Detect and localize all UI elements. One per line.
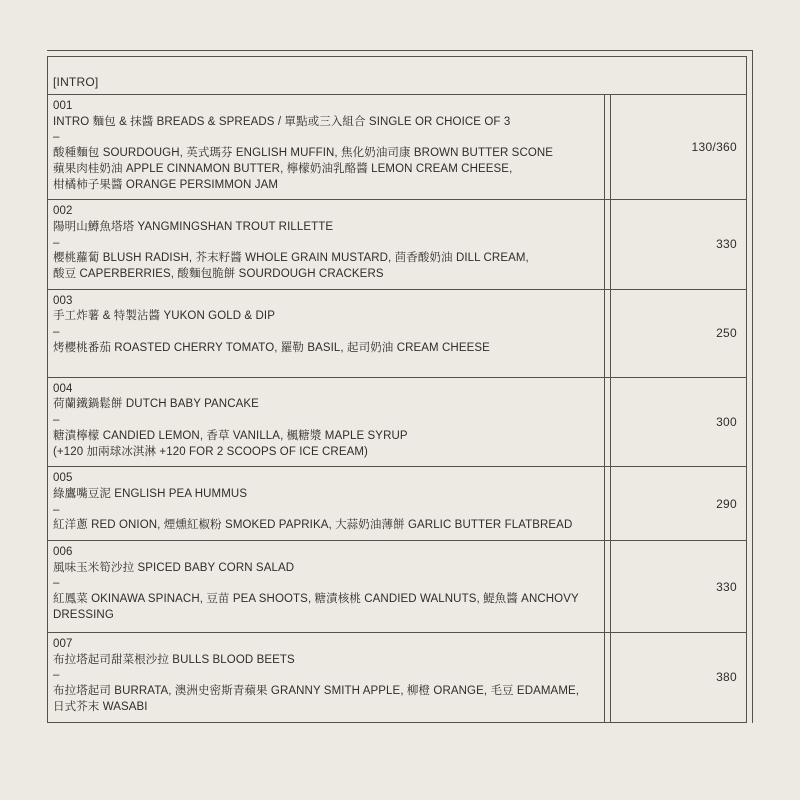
item-dash: – xyxy=(53,131,60,144)
item-price: 330 xyxy=(716,579,737,594)
item-description-line: 酸種麵包 SOURDOUGH, 英式瑪芬 ENGLISH MUFFIN, 焦化奶油司康 BROWN BUTTER SCONE xyxy=(53,147,554,160)
item-description-line: 紅鳳菜 OKINAWA SPINACH, 豆苗 PEA SHOOTS, 糖漬核桃 CANDIED WALNUTS, 鯷魚醬 ANCHOVY DRESSING xyxy=(53,593,579,621)
item-number: 004 xyxy=(53,382,73,395)
section-label: [INTRO] xyxy=(53,75,99,89)
item-dash: – xyxy=(53,326,60,339)
item-title: 風味玉米筍沙拉 SPICED BABY CORN SALAD xyxy=(53,561,295,574)
item-price: 330 xyxy=(716,237,737,252)
item-price: 250 xyxy=(716,326,737,341)
item-price-cell xyxy=(610,200,746,289)
item-title: 陽明山鱒魚塔塔 YANGMINGSHAN TROUT RILLETTE xyxy=(53,220,334,233)
item-title: INTRO 麵包 & 抹醬 BREADS & SPREADS / 單點或三入組合 SINGLE OR CHOICE OF 3 xyxy=(53,115,511,128)
menu-item-row-007 xyxy=(48,633,746,722)
menu-item-row-003 xyxy=(48,290,746,378)
item-description-line: 酸豆 CAPERBERRIES, 酸麵包脆餅 SOURDOUGH CRACKERS xyxy=(53,268,384,281)
section-header-row xyxy=(48,57,746,95)
item-number: 006 xyxy=(53,546,73,559)
menu-table-frame xyxy=(47,50,753,723)
item-number: 005 xyxy=(53,472,73,485)
item-dash: – xyxy=(53,503,60,516)
item-price-cell xyxy=(610,633,746,722)
menu-item-row-005 xyxy=(48,467,746,541)
item-price-cell xyxy=(610,95,746,199)
item-number: 002 xyxy=(53,205,73,218)
item-description-line: 紅洋蔥 RED ONION, 煙燻紅椒粉 SMOKED PAPRIKA, 大蒜奶油薄餅 GARLIC BUTTER FLATBREAD xyxy=(53,519,573,532)
menu-item-row-006 xyxy=(48,541,746,633)
item-title: 布拉塔起司甜菜根沙拉 BULLS BLOOD BEETS xyxy=(53,653,295,666)
item-number: 007 xyxy=(53,638,73,651)
item-price: 300 xyxy=(716,414,737,429)
item-dash: – xyxy=(53,669,60,682)
item-content-cell xyxy=(48,290,605,377)
item-dash: – xyxy=(53,236,60,249)
item-price-cell xyxy=(610,541,746,632)
item-content-cell xyxy=(48,200,605,289)
item-description-line: 糖漬檸檬 CANDIED LEMON, 香草 VANILLA, 楓糖漿 MAPLE SYRUP xyxy=(53,429,408,442)
item-title: 手工炸薯 & 特製沾醬 YUKON GOLD & DIP xyxy=(53,310,275,323)
menu-item-row-002 xyxy=(48,200,746,290)
item-dash: – xyxy=(53,414,60,427)
item-price: 130/360 xyxy=(691,140,737,155)
menu-table xyxy=(47,56,747,723)
menu-item-row-001 xyxy=(48,95,746,200)
item-number: 003 xyxy=(53,294,73,307)
item-dash: – xyxy=(53,577,60,590)
item-content-cell xyxy=(48,633,605,722)
item-description-line: 布拉塔起司 BURRATA, 澳洲史密斯青蘋果 GRANNY SMITH APPLE, 柳橙 ORANGE, 毛豆 EDAMAME, xyxy=(53,685,580,698)
item-content-cell xyxy=(48,541,605,632)
item-description-line: (+120 加兩球冰淇淋 +120 FOR 2 SCOOPS OF ICE CREAM) xyxy=(53,445,368,458)
item-description-line: 柑橘柿子果醬 ORANGE PERSIMMON JAM xyxy=(53,178,279,191)
item-price: 380 xyxy=(716,670,737,685)
item-description-line: 櫻桃蘿蔔 BLUSH RADISH, 芥末籽醬 WHOLE GRAIN MUSTARD, 茴香酸奶油 DILL CREAM, xyxy=(53,252,529,265)
item-price-cell xyxy=(610,378,746,467)
item-title: 荷蘭鐵鍋鬆餅 DUTCH BABY PANCAKE xyxy=(53,398,259,411)
item-description-line: 蘋果肉桂奶油 APPLE CINNAMON BUTTER, 檸檬奶油乳酪醬 LEMON CREAM CHEESE, xyxy=(53,162,513,175)
item-price: 290 xyxy=(716,496,737,511)
item-content-cell xyxy=(48,467,605,540)
item-description-line: 烤櫻桃番茄 ROASTED CHERRY TOMATO, 羅勒 BASIL, 起司奶油 CREAM CHEESE xyxy=(53,341,490,354)
menu-item-row-004 xyxy=(48,378,746,468)
item-number: 001 xyxy=(53,100,73,112)
item-content-cell xyxy=(48,95,605,199)
item-price-cell xyxy=(610,290,746,377)
item-price-cell xyxy=(610,467,746,540)
item-title: 綠鷹嘴豆泥 ENGLISH PEA HUMMUS xyxy=(53,487,248,500)
item-content-cell xyxy=(48,378,605,467)
item-description-line: 日式芥末 WASABI xyxy=(53,700,148,713)
